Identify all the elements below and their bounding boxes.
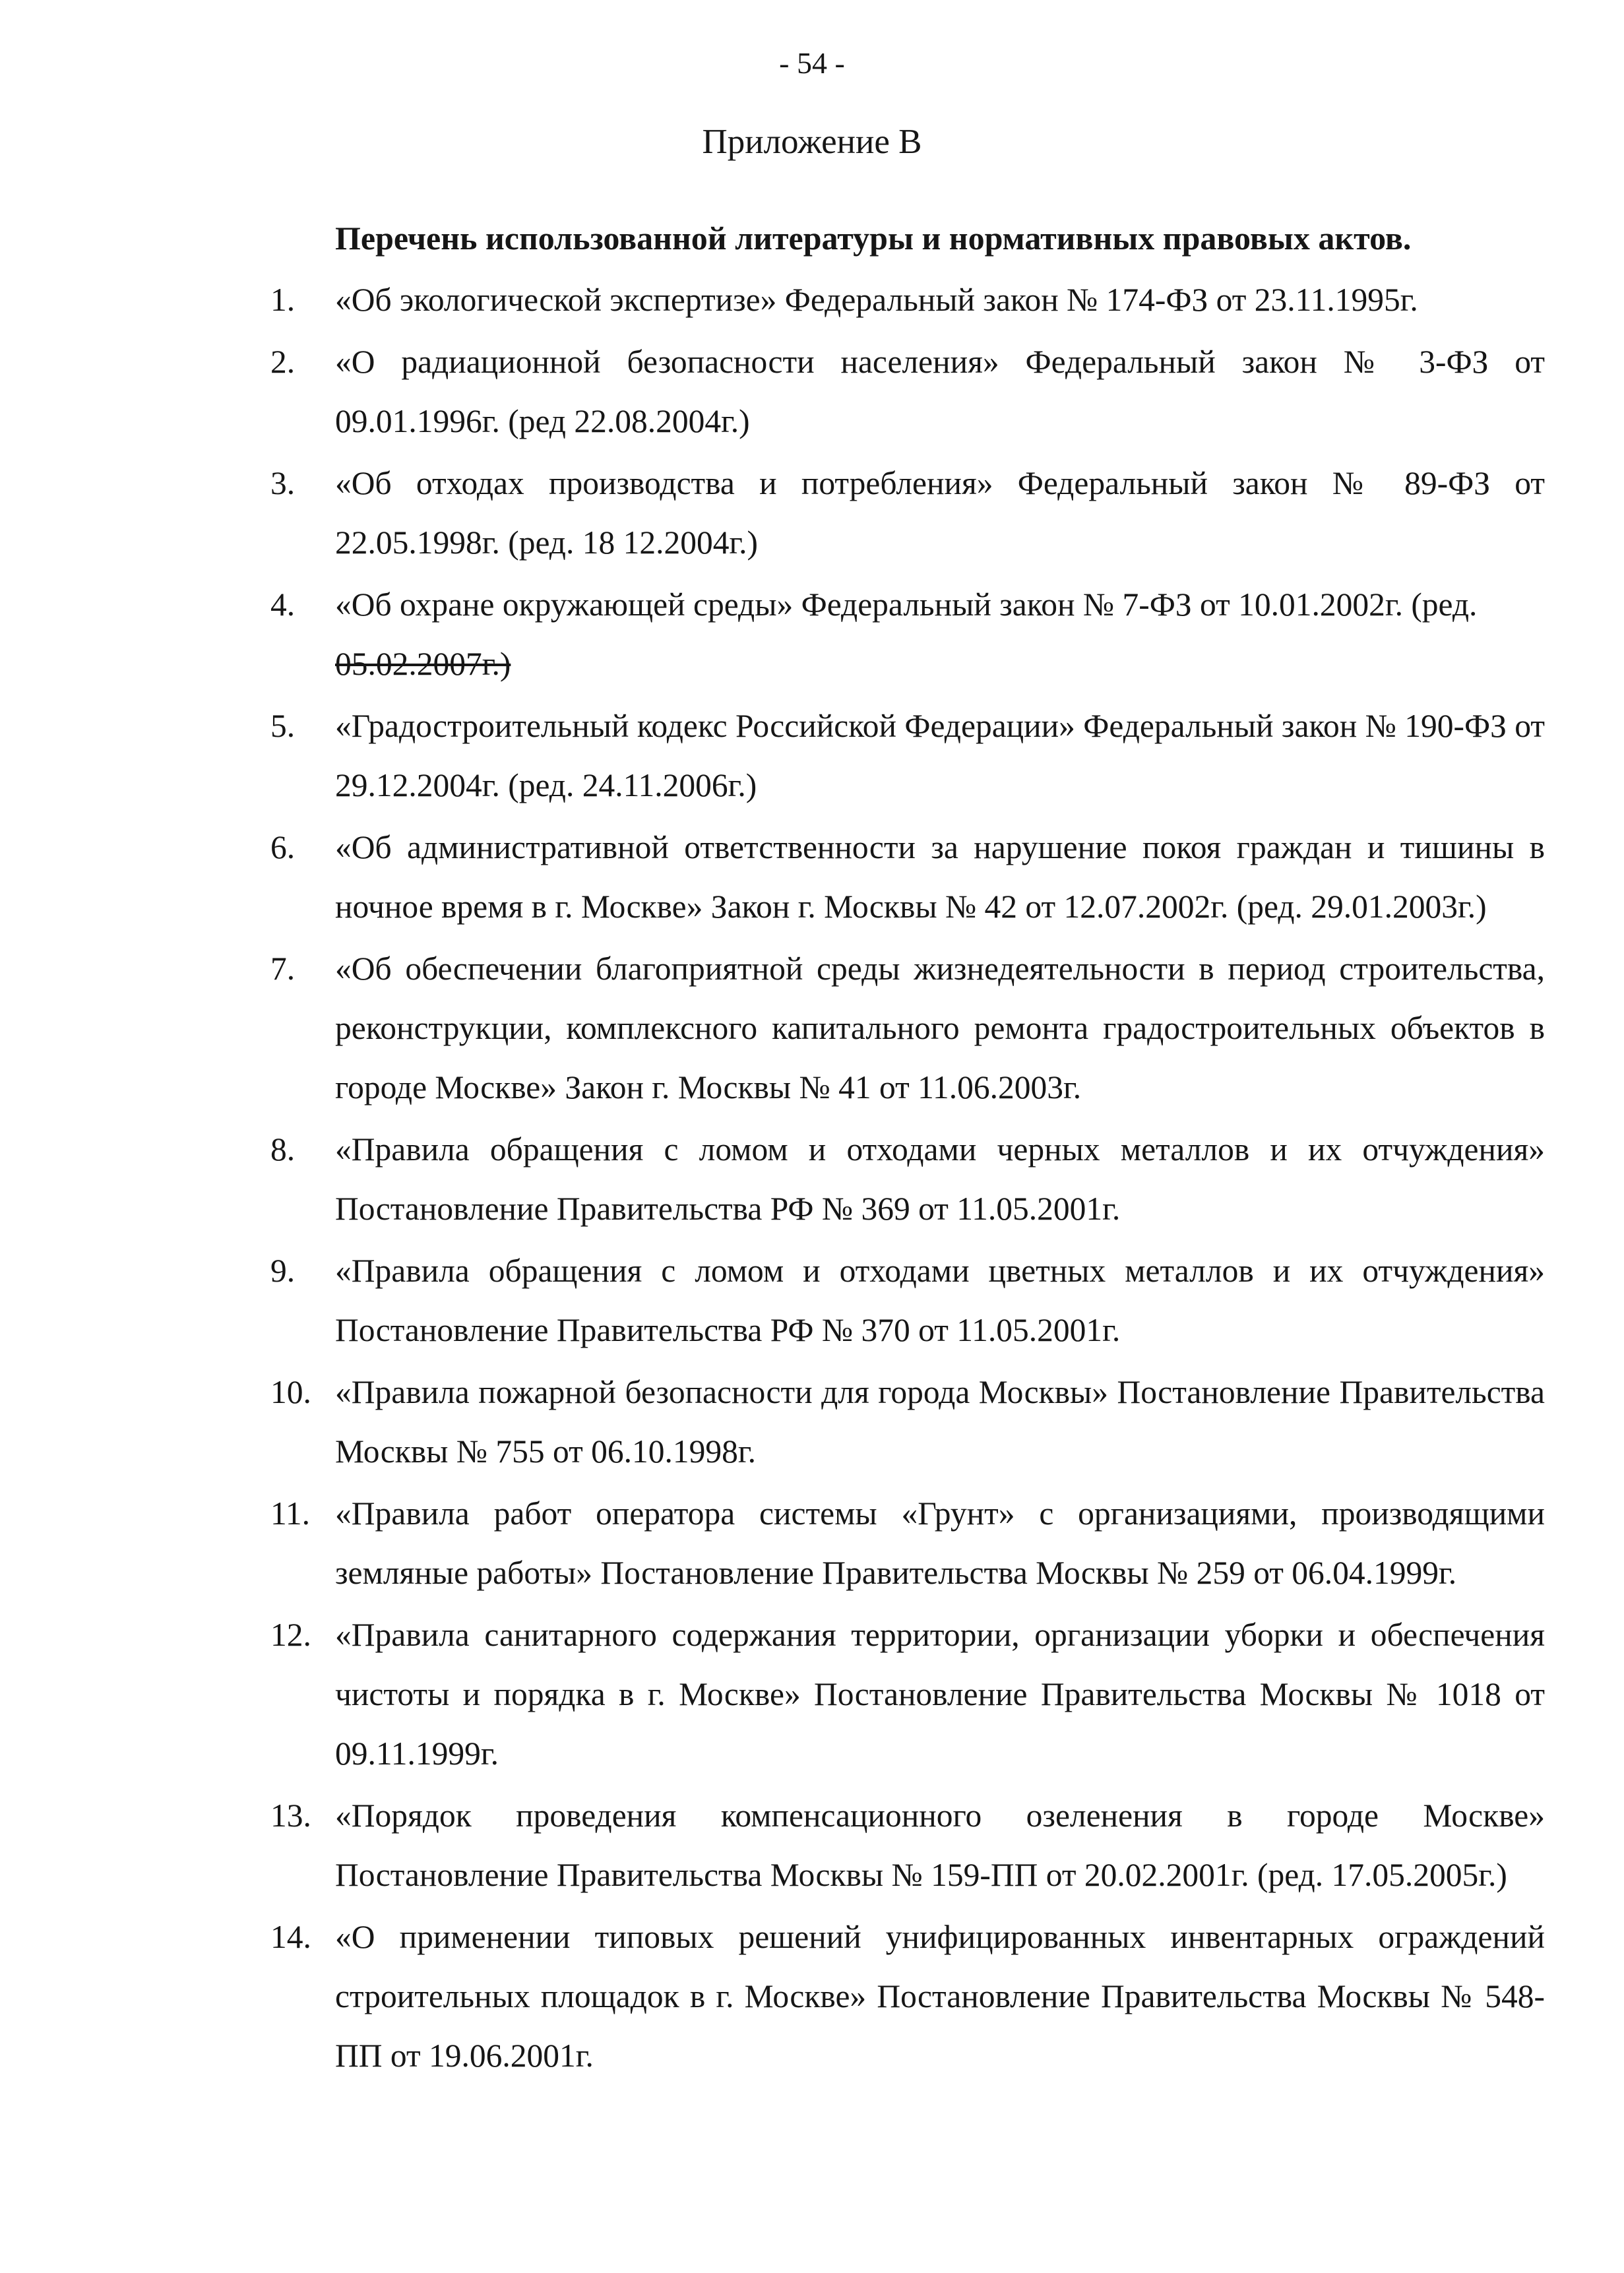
reference-text: «О применении типовых решений унифицированных инвентарных ограждений строительных площадок в г. Москве» Постановление Правительства Москвы № 548-ПП от 19.06.2001г.	[335, 1919, 1545, 2074]
reference-item	[270, 1786, 1545, 1905]
reference-text	[335, 575, 1545, 694]
reference-item	[270, 1605, 1545, 1784]
reference-text: «Правила пожарной безопасности для города Москвы» Постановление Правительства Москвы № 755 от 06.10.1998г.	[335, 1374, 1545, 1470]
reference-number: 11.	[270, 1495, 311, 1532]
reference-number: 9.	[270, 1253, 296, 1289]
reference-text: «О радиационной безопасности населения» Федеральный закон № 3-ФЗ от 09.01.1996г. (ред 22.08.2004г.)	[335, 344, 1545, 439]
reference-text: «Градостроительный кодекс Российской Федерации» Федеральный закон № 190-ФЗ от 29.12.2004г. (ред. 24.11.2006г.)	[335, 708, 1545, 803]
reference-text: «Правила обращения с ломом и отходами черных металлов и их отчуждения» Постановление Правительства РФ № 369 от 11.05.2001г.	[335, 1131, 1545, 1227]
reference-text: «Об экологической экспертизе» Федеральный закон № 174-ФЗ от 23.11.1995г.	[335, 282, 1418, 318]
reference-text: «Правила обращения с ломом и отходами цветных металлов и их отчуждения» Постановление Правительства РФ № 370 от 11.05.2001г.	[335, 1253, 1545, 1348]
reference-item	[270, 818, 1545, 937]
reference-text: «Об административной ответственности за нарушение покоя граждан и тишины в ночное время в г. Москве» Закон г. Москвы № 42 от 12.07.2002г. (ред. 29.01.2003г.)	[335, 829, 1545, 925]
reference-item	[270, 1120, 1545, 1239]
reference-number: 12.	[270, 1617, 311, 1653]
appendix-title: Приложение В	[702, 123, 922, 161]
reference-item	[270, 270, 1545, 330]
reference-number: 4.	[270, 586, 296, 623]
reference-number: 8.	[270, 1131, 296, 1168]
reference-item	[270, 1363, 1545, 1481]
reference-number: 3.	[270, 465, 296, 501]
reference-number: 7.	[270, 950, 296, 987]
page-number: - 54 -	[779, 46, 845, 80]
reference-item	[270, 697, 1545, 815]
reference-text: «Об обеспечении благоприятной среды жизнедеятельности в период строительства, реконструкции, комплексного капитального ремонта градостроительных объектов в городе Москве» Закон г. Москвы № 41 от 11.06.2003г.	[335, 950, 1545, 1105]
reference-text: «Об отходах производства и потребления» Федеральный закон № 89-ФЗ от 22.05.1998г. (ред. 18 12.2004г.)	[335, 465, 1545, 561]
reference-number: 5.	[270, 708, 296, 744]
reference-item	[270, 1908, 1545, 2086]
reference-number: 14.	[270, 1919, 311, 1955]
reference-number: 1.	[270, 282, 296, 318]
list-heading: Перечень использованной литературы и нормативных правовых актов.	[335, 220, 1412, 257]
reference-item	[270, 939, 1545, 1117]
reference-number: 2.	[270, 344, 296, 380]
reference-item	[270, 332, 1545, 451]
reference-number: 6.	[270, 829, 296, 865]
reference-item	[270, 454, 1545, 573]
reference-item	[270, 1241, 1545, 1360]
reference-text: «Порядок проведения компенсационного озеленения в городе Москве» Постановление Правительства Москвы № 159-ПП от 20.02.2001г. (ред. 17.05.2005г.)	[335, 1797, 1545, 1893]
reference-text-main: «Об охране окружающей среды» Федеральный закон № 7-ФЗ от 10.01.2002г. (ред.	[335, 586, 1478, 623]
reference-number: 13.	[270, 1797, 311, 1834]
reference-number: 10.	[270, 1374, 311, 1410]
reference-text: «Правила работ оператора системы «Грунт» с организациями, производящими земляные работы» Постановление Правительства Москвы № 259 от 06.04.1999г.	[335, 1495, 1545, 1591]
reference-list	[270, 270, 1545, 2088]
reference-text: «Правила санитарного содержания территории, организации уборки и обеспечения чистоты и порядка в г. Москве» Постановление Правительства Москвы № 1018 от 09.11.1999г.	[335, 1617, 1545, 1772]
struck-out-text: 05.02.2007г.)	[335, 646, 511, 682]
reference-item	[270, 575, 1545, 694]
reference-item	[270, 1484, 1545, 1603]
